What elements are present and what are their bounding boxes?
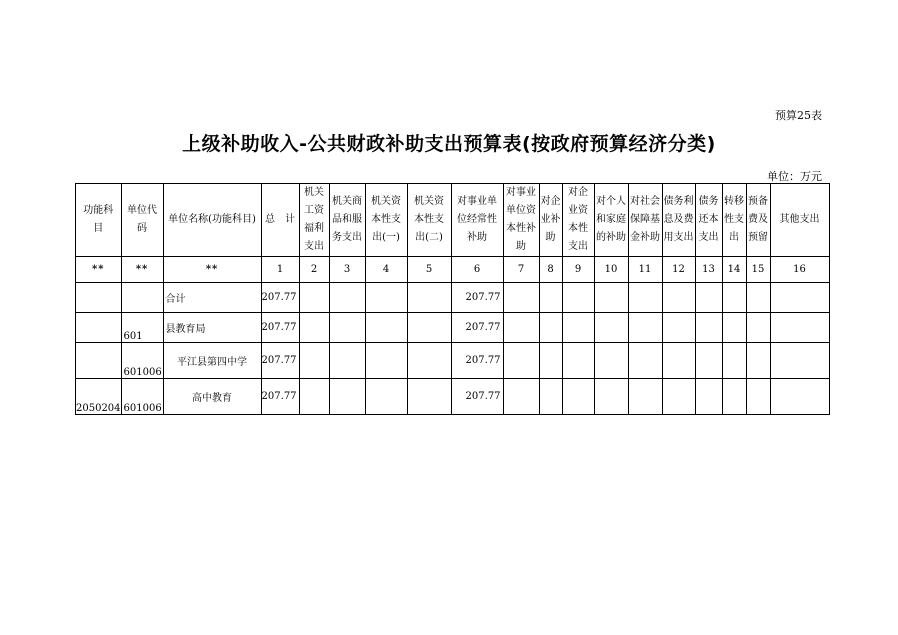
column-header-line: 机关商 (332, 196, 363, 207)
column-header-line: 福利 (304, 223, 325, 234)
column-header-line: 转移 (724, 196, 745, 207)
amount-cell (329, 379, 365, 415)
amount-cell (628, 379, 662, 415)
table-row (76, 283, 830, 313)
amount-cell (695, 313, 722, 343)
column-header-1 (76, 184, 122, 257)
column-header-line: 金补助 (630, 232, 661, 243)
column-header-line: 业补 (540, 214, 561, 225)
column-index: 3 (329, 257, 365, 283)
column-header-line: 总 计 (265, 214, 296, 225)
table-row (76, 313, 830, 343)
column-header-line: 对个人 (596, 196, 627, 207)
column-header-line: 对事业单 (457, 196, 498, 207)
column-header-line: 本性支 (414, 214, 445, 225)
amount-cell (329, 343, 365, 379)
amount-cell (770, 313, 829, 343)
amount-cell (329, 283, 365, 313)
column-index: 5 (407, 257, 451, 283)
column-index: 9 (562, 257, 594, 283)
amount-cell (722, 283, 746, 313)
amount-cell (662, 343, 695, 379)
column-index: ** (121, 257, 163, 283)
column-header-line: 债务利 (663, 196, 694, 207)
amount-cell (662, 313, 695, 343)
amount-cell (695, 283, 722, 313)
column-header-line: 机关 (304, 187, 325, 198)
column-index: 11 (628, 257, 662, 283)
column-header-line: 还本 (698, 214, 719, 225)
column-header-line: 单位资 (506, 205, 537, 216)
total-cell: 207.77 (261, 283, 299, 313)
amount-cell (722, 379, 746, 415)
column-header-line: 出(二) (415, 232, 443, 243)
column-header-line: 息及费 (663, 214, 694, 225)
amount-cell (770, 343, 829, 379)
column-header-line: 对社会 (630, 196, 661, 207)
column-index: 16 (770, 257, 829, 283)
unit-name-cell: 县教育局 (163, 313, 261, 343)
column-index: 13 (695, 257, 722, 283)
func-code-cell: 2050204 (76, 379, 122, 415)
unit-name-cell: 合计 (163, 283, 261, 313)
amount-cell (770, 283, 829, 313)
amount-cell (562, 379, 594, 415)
column-header-line: 码 (137, 223, 148, 234)
amount-cell (722, 343, 746, 379)
unit-name-cell: 高中教育 (163, 379, 261, 415)
amount-cell (628, 283, 662, 313)
column-header-line: 品和服 (332, 214, 363, 225)
amount-cell (770, 379, 829, 415)
unit-label: 单位：万元 (767, 170, 822, 183)
column-index: 15 (746, 257, 770, 283)
amount-cell (594, 283, 628, 313)
amount-cell (628, 313, 662, 343)
column-header-line: 补助 (467, 232, 488, 243)
column-header-16 (695, 184, 722, 257)
column-header-line: 出(一) (372, 232, 400, 243)
unit-code-cell: 601006 (121, 343, 163, 379)
column-header-line: 单位名称(功能科目) (168, 214, 256, 225)
column-index: 10 (594, 257, 628, 283)
column-header-line: 位经常性 (457, 214, 498, 225)
table-row (76, 379, 830, 415)
column-header-line: 债务 (698, 196, 719, 207)
column-header-14 (628, 184, 662, 257)
column-header-3 (163, 184, 261, 257)
column-header-line: 其他支出 (779, 214, 820, 225)
column-header-line: 本性支 (371, 214, 402, 225)
subsidy-cell: 207.77 (451, 283, 503, 313)
amount-cell (299, 283, 329, 313)
column-header-line: 本性补 (506, 223, 537, 234)
column-index: 8 (539, 257, 562, 283)
amount-cell (539, 379, 562, 415)
amount-cell (503, 343, 539, 379)
amount-cell (539, 313, 562, 343)
amount-cell (407, 313, 451, 343)
column-header-line: 的补助 (596, 232, 627, 243)
unit-code-cell (121, 283, 163, 313)
column-header-line: 助 (545, 232, 556, 243)
column-header-line: 支出 (304, 241, 325, 252)
column-header-9 (451, 184, 503, 257)
column-header-5 (299, 184, 329, 257)
column-header-line: 功能科 (83, 205, 114, 216)
column-header-10 (503, 184, 539, 257)
column-header-line: 机关资 (414, 196, 445, 207)
column-header-line: 性支 (724, 214, 745, 225)
column-header-17 (722, 184, 746, 257)
column-header-15 (662, 184, 695, 257)
subsidy-cell: 207.77 (451, 379, 503, 415)
column-header-8 (407, 184, 451, 257)
column-header-4 (261, 184, 299, 257)
amount-cell (562, 283, 594, 313)
budget-table (75, 183, 830, 415)
column-header-line: 用支出 (663, 232, 694, 243)
column-header-19 (770, 184, 829, 257)
amount-cell (365, 343, 407, 379)
func-code-cell (76, 343, 122, 379)
column-header-line: 对企 (568, 187, 589, 198)
column-header-line: 业资 (568, 205, 589, 216)
amount-cell (299, 313, 329, 343)
amount-cell (695, 343, 722, 379)
column-header-line: 保障基 (630, 214, 661, 225)
amount-cell (562, 343, 594, 379)
amount-cell (329, 313, 365, 343)
column-header-13 (594, 184, 628, 257)
amount-cell (746, 343, 770, 379)
amount-cell (503, 313, 539, 343)
column-header-line: 目 (93, 223, 104, 234)
amount-cell (503, 283, 539, 313)
column-index: 4 (365, 257, 407, 283)
column-header-line: 预留 (748, 232, 769, 243)
column-header-6 (329, 184, 365, 257)
amount-cell (365, 313, 407, 343)
column-header-11 (539, 184, 562, 257)
amount-cell (365, 283, 407, 313)
total-cell: 207.77 (261, 379, 299, 415)
column-header-line: 支出 (568, 241, 589, 252)
page-title: 上级补助收入-公共财政补助支出预算表(按政府预算经济分类) (182, 133, 716, 155)
column-header-line: 预备 (748, 196, 769, 207)
column-index: ** (163, 257, 261, 283)
column-header-line: 本性 (568, 223, 589, 234)
column-index: 6 (451, 257, 503, 283)
amount-cell (299, 379, 329, 415)
column-index: 1 (261, 257, 299, 283)
total-cell: 207.77 (261, 343, 299, 379)
amount-cell (539, 283, 562, 313)
total-cell: 207.77 (261, 313, 299, 343)
amount-cell (407, 379, 451, 415)
subsidy-cell: 207.77 (451, 343, 503, 379)
amount-cell (365, 379, 407, 415)
column-index: 7 (503, 257, 539, 283)
column-index: ** (76, 257, 122, 283)
table-number: 预算25表 (775, 109, 822, 122)
column-header-line: 务支出 (332, 232, 363, 243)
column-header-line: 支出 (698, 232, 719, 243)
amount-cell (746, 283, 770, 313)
column-header-line: 出 (729, 232, 740, 243)
column-header-line: 对企 (540, 196, 561, 207)
subsidy-cell: 207.77 (451, 313, 503, 343)
header-row (76, 184, 830, 257)
amount-cell (662, 283, 695, 313)
amount-cell (594, 379, 628, 415)
amount-cell (722, 313, 746, 343)
func-code-cell (76, 313, 122, 343)
amount-cell (746, 379, 770, 415)
column-index: 14 (722, 257, 746, 283)
amount-cell (299, 343, 329, 379)
column-header-12 (562, 184, 594, 257)
amount-cell (503, 379, 539, 415)
column-header-7 (365, 184, 407, 257)
amount-cell (746, 313, 770, 343)
column-header-line: 机关资 (371, 196, 402, 207)
column-header-line: 费及 (748, 214, 769, 225)
column-header-line: 对事业 (506, 187, 537, 198)
amount-cell (662, 379, 695, 415)
amount-cell (628, 343, 662, 379)
index-row (76, 257, 830, 283)
column-index: 2 (299, 257, 329, 283)
amount-cell (594, 343, 628, 379)
amount-cell (539, 343, 562, 379)
amount-cell (594, 313, 628, 343)
unit-code-cell: 601 (121, 313, 163, 343)
column-header-18 (746, 184, 770, 257)
table-row (76, 343, 830, 379)
column-header-2 (121, 184, 163, 257)
unit-name-cell: 平江县第四中学 (163, 343, 261, 379)
amount-cell (407, 283, 451, 313)
unit-code-cell: 601006 (121, 379, 163, 415)
column-header-line: 单位代 (127, 205, 158, 216)
column-header-line: 和家庭 (596, 214, 627, 225)
func-code-cell (76, 283, 122, 313)
column-header-line: 助 (516, 241, 527, 252)
amount-cell (695, 379, 722, 415)
amount-cell (562, 313, 594, 343)
column-index: 12 (662, 257, 695, 283)
column-header-line: 工资 (304, 205, 325, 216)
amount-cell (407, 343, 451, 379)
